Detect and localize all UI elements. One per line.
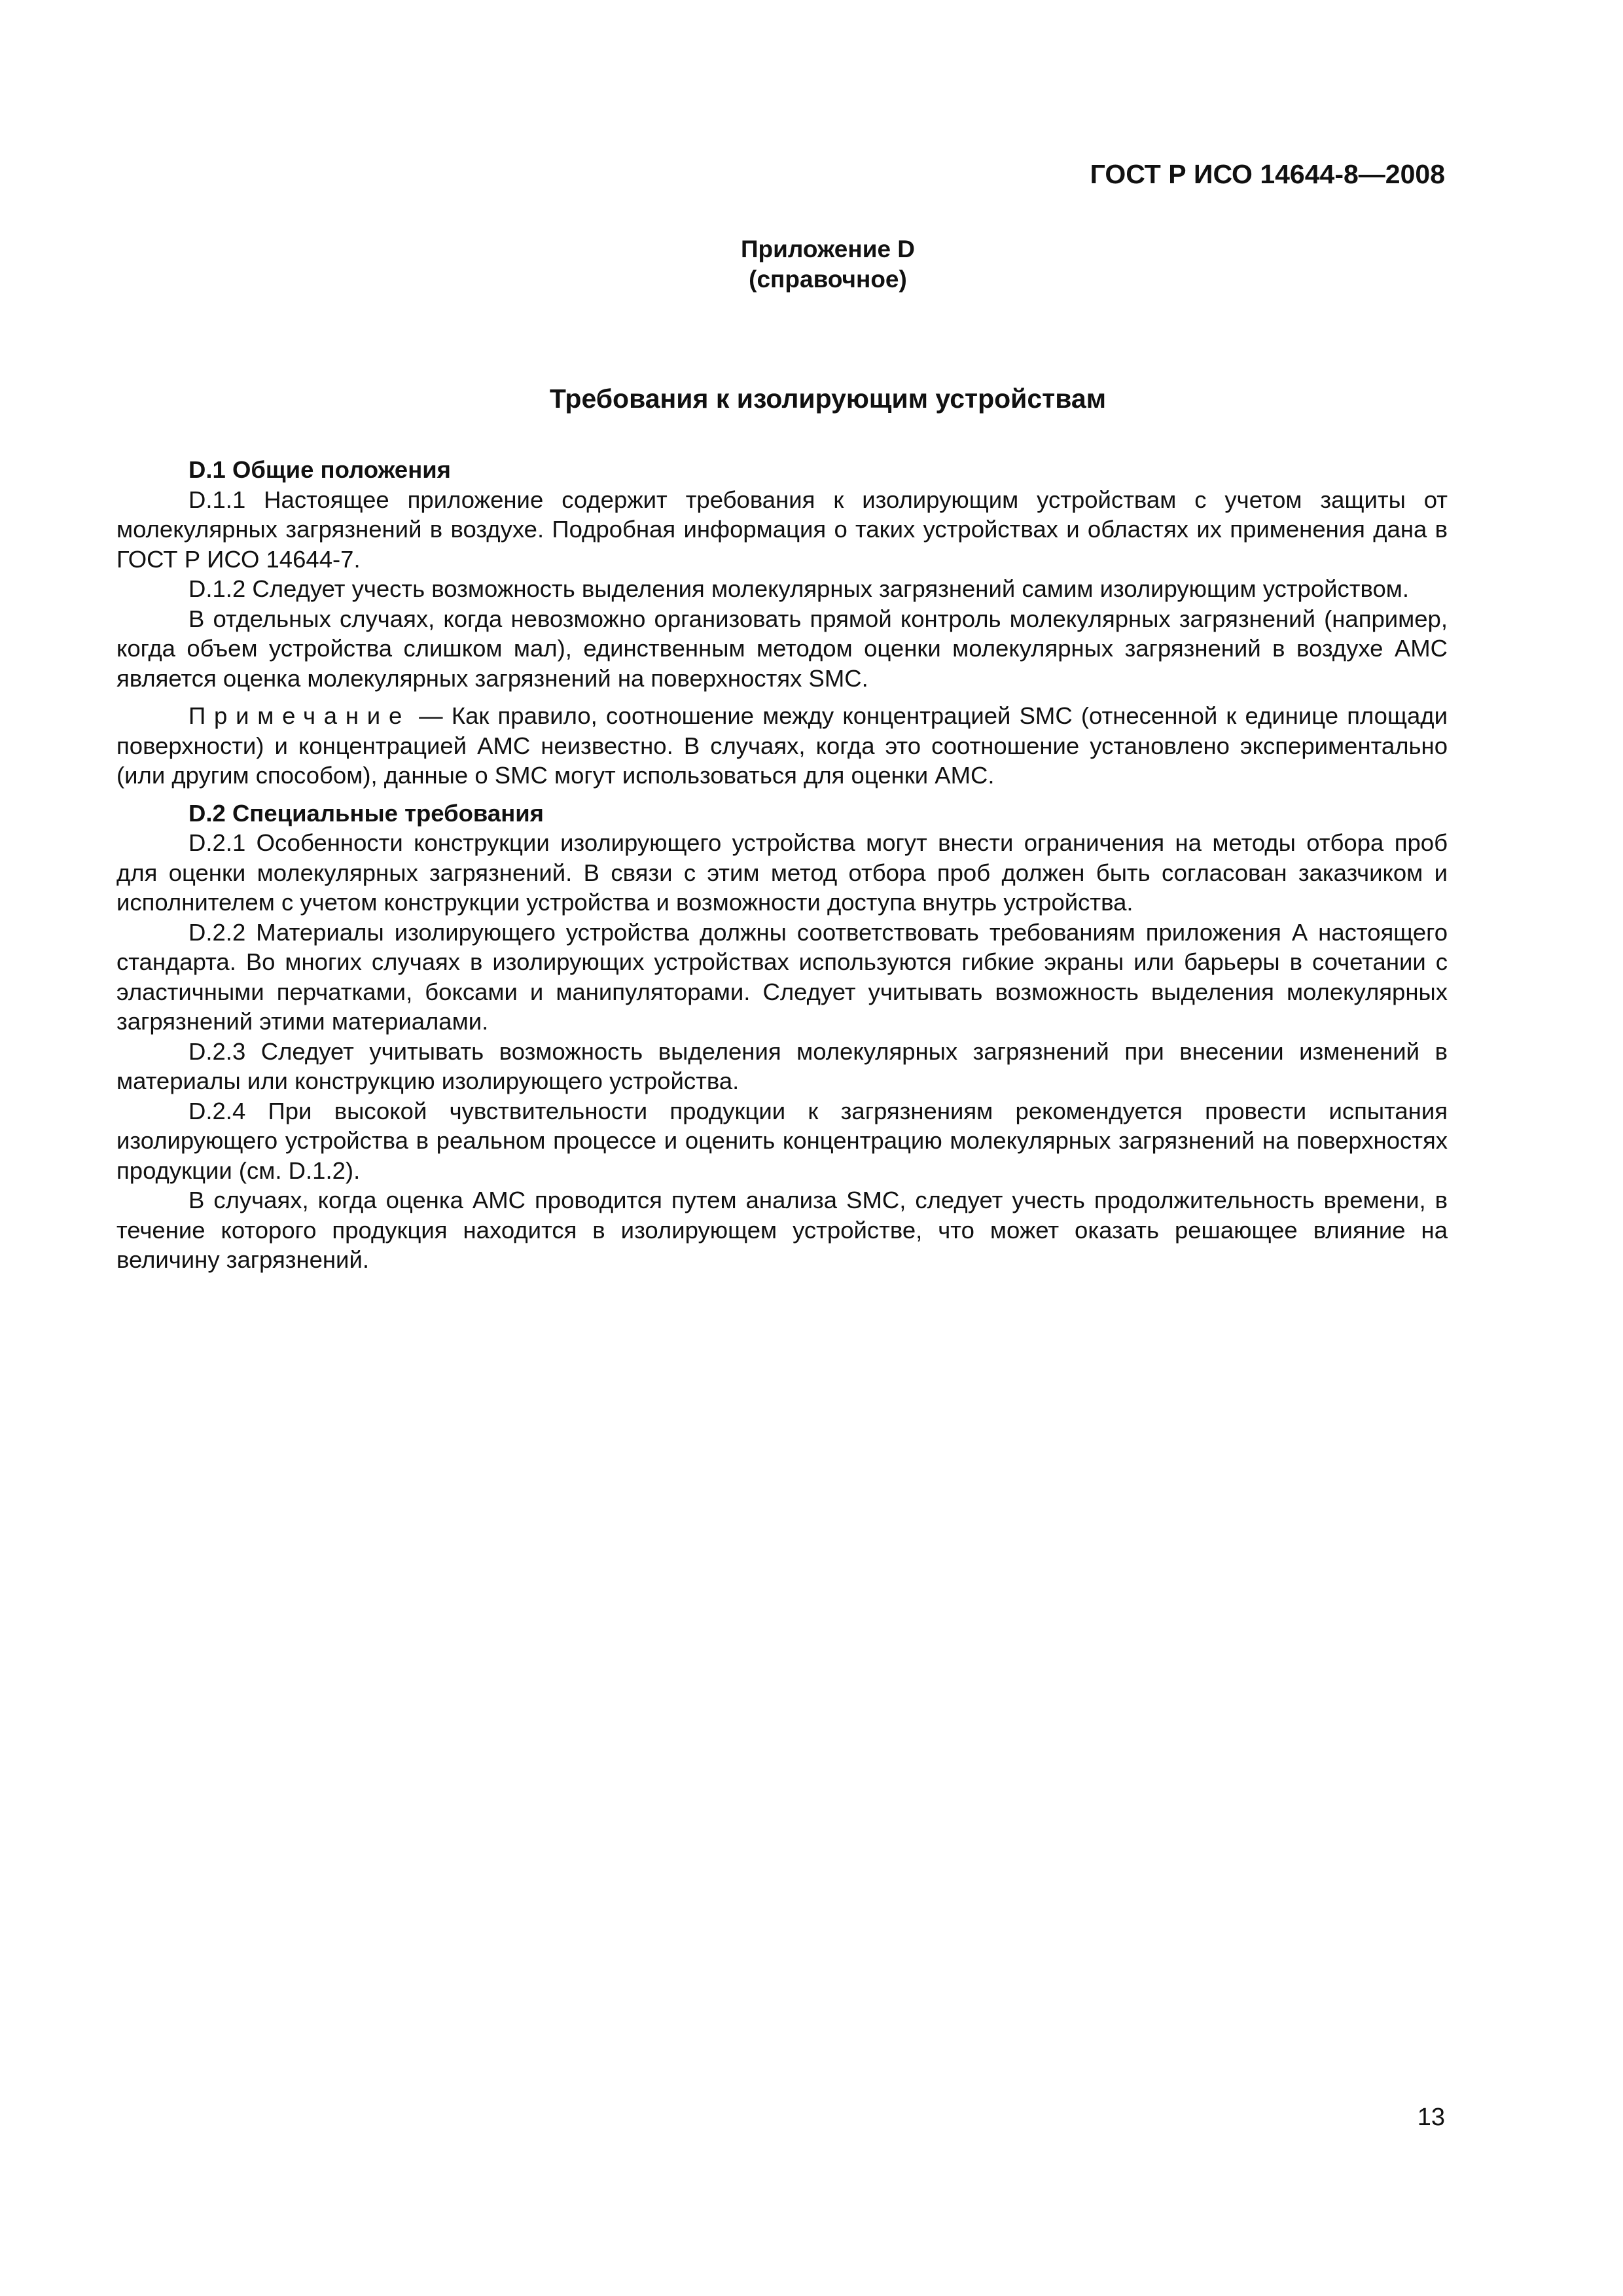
section-d2-heading: D.2 Специальные требования — [188, 799, 544, 827]
paragraph-d1-3: В отдельных случаях, когда невозможно организовать прямой контроль молекулярных загрязнений (например, когда объем устройства слишком мал), единственным методом оценки молекулярных загрязнений в воздухе АМС является оценка молекулярных загрязнений на поверхностях SMC. — [116, 605, 1448, 692]
appendix-heading — [0, 234, 1623, 295]
appendix-label: Приложение D — [740, 236, 916, 262]
note-label: Примечание — [188, 702, 411, 729]
paragraph-d2-1: D.2.1 Особенности конструкции изолирующего устройства могут внести ограничения на методы отбора проб для оценки молекулярных загрязнений. В связи с этим метод отбора проб должен быть согласован заказчиком и исполнителем с учетом конструкции устройства и возможности доступа внутрь устройства. — [116, 829, 1448, 916]
paragraph-d1-2: D.1.2 Следует учесть возможность выделения молекулярных загрязнений самим изолирующим устройством. — [188, 575, 1409, 602]
document-body — [116, 455, 1448, 1275]
section-d1-heading: D.1 Общие положения — [188, 456, 451, 483]
paragraph-d2-5: В случаях, когда оценка АМС проводится путем анализа SMC, следует учесть продолжительность времени, в течение которого продукция находится в изолирующем устройстве, что может оказать решающее влияние на величину загрязнений. — [116, 1187, 1448, 1273]
document-code: ГОСТ Р ИСО 14644-8—2008 — [1090, 159, 1445, 189]
paragraph-d1-1: D.1.1 Настоящее приложение содержит требования к изолирующим устройствам с учетом защиты от молекулярных загрязнений в воздухе. Подробная информация о таких устройствах и областях их применения дана в ГОСТ Р ИСО 14644-7. — [116, 486, 1448, 573]
paragraph-d2-4: D.2.4 При высокой чувствительности продукции к загрязнениям рекомендуется провести испытания изолирующего устройства в реальном процессе и оценить концентрацию молекулярных загрязнений на поверхностях продукции (см. D.1.2). — [116, 1097, 1448, 1184]
note-text: — Как правило, соотношение между концентрацией SMC (отнесенной к единице площади поверхности) и концентрацией АМС неизвестно. В случаях, когда это соотношение установлено экспериментально (или другим способом), данные о SMC могут использоваться для оценки АМС. — [116, 702, 1448, 789]
paragraph-d2-3: D.2.3 Следует учитывать возможность выделения молекулярных загрязнений при внесении изменений в материалы или конструкцию изолирующего устройства. — [116, 1037, 1448, 1094]
paragraph-d2-2: D.2.2 Материалы изолирующего устройства должны соответствовать требованиям приложения А настоящего стандарта. Во многих случаях в изолирующих устройствах используются гибкие экраны или барьеры в сочетании с эластичными перчатками, боксами и манипуляторами. Следует учитывать возможность выделения молекулярных загрязнений этими материалами. — [116, 918, 1448, 1035]
page-title: Требования к изолирующим устройствам — [549, 384, 1107, 414]
note — [116, 701, 1448, 791]
appendix-type: (справочное) — [749, 266, 907, 293]
page-number: 13 — [1417, 2104, 1445, 2131]
